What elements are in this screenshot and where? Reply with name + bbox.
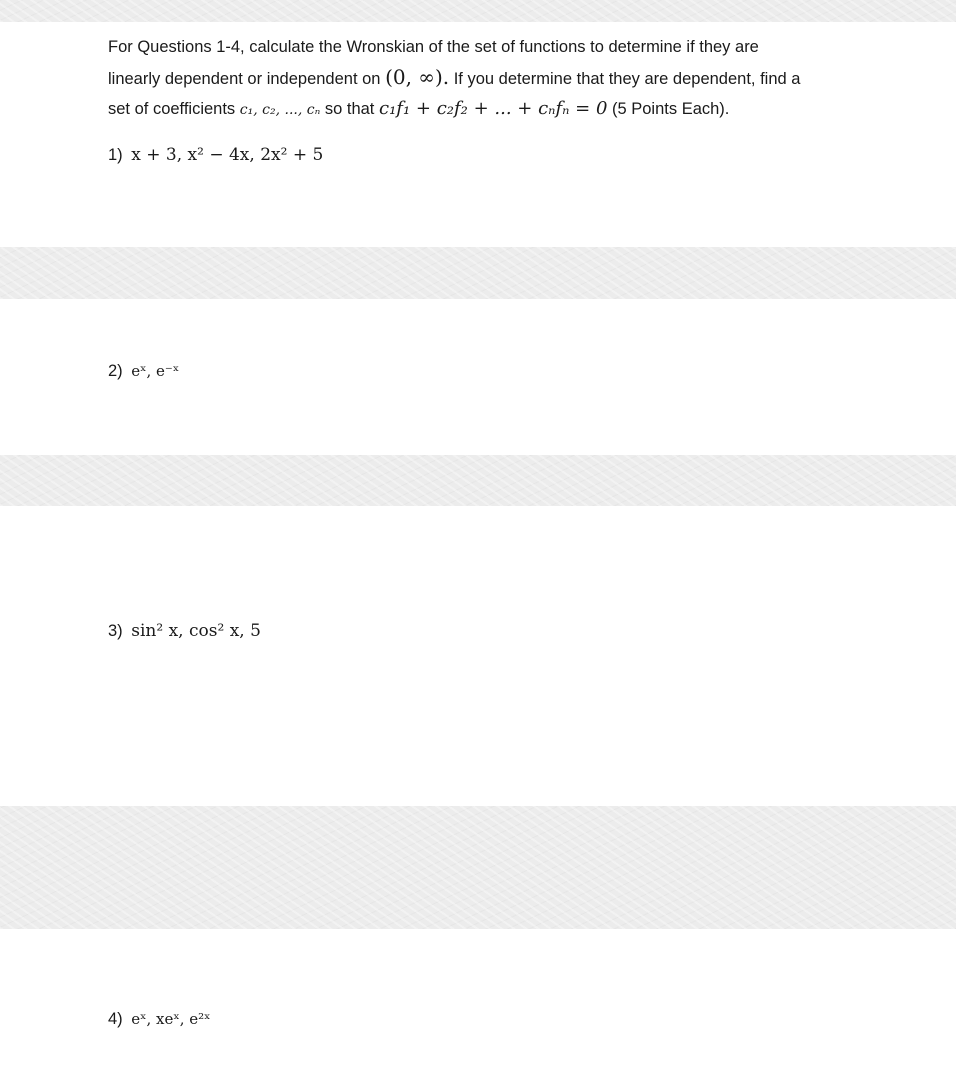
divider-band-2 bbox=[0, 455, 956, 506]
question-number: 1) bbox=[108, 146, 123, 164]
instructions-line-1: For Questions 1-4, calculate the Wronskian of the set of functions to determine if they are bbox=[108, 38, 759, 56]
instructions-text: linearly dependent or independent on bbox=[108, 70, 381, 88]
function-set: eˣ, e⁻ˣ bbox=[131, 362, 180, 380]
points-note: (5 Points Each). bbox=[612, 100, 730, 118]
question-2 bbox=[108, 362, 179, 381]
question-3 bbox=[108, 621, 261, 641]
instructions-text: set of coefficients bbox=[108, 100, 236, 118]
instructions bbox=[108, 32, 908, 125]
question-number: 4) bbox=[108, 1010, 123, 1028]
instructions-line-3 bbox=[108, 94, 908, 125]
question-4 bbox=[108, 1010, 211, 1029]
interval: (0, ∞). bbox=[385, 65, 450, 89]
function-set: eˣ, xeˣ, e²ˣ bbox=[131, 1010, 211, 1028]
instructions-text: so that bbox=[324, 100, 375, 118]
question-1 bbox=[108, 145, 323, 165]
function-set: sin² x, cos² x, 5 bbox=[131, 621, 261, 641]
linear-combination-equation: c₁f₁ + c₂f₂ + ... + cₙfₙ = 0 bbox=[379, 98, 608, 119]
instructions-text: If you determine that they are dependent, find a bbox=[453, 70, 801, 88]
question-number: 2) bbox=[108, 362, 123, 380]
function-set: x + 3, x² − 4x, 2x² + 5 bbox=[131, 145, 324, 165]
divider-band-3 bbox=[0, 806, 956, 929]
coefficient-list: c₁, c₂, ..., cₙ bbox=[239, 102, 321, 118]
top-divider-band bbox=[0, 0, 956, 22]
question-number: 3) bbox=[108, 622, 123, 640]
divider-band-1 bbox=[0, 247, 956, 299]
instructions-line-2 bbox=[108, 62, 908, 94]
